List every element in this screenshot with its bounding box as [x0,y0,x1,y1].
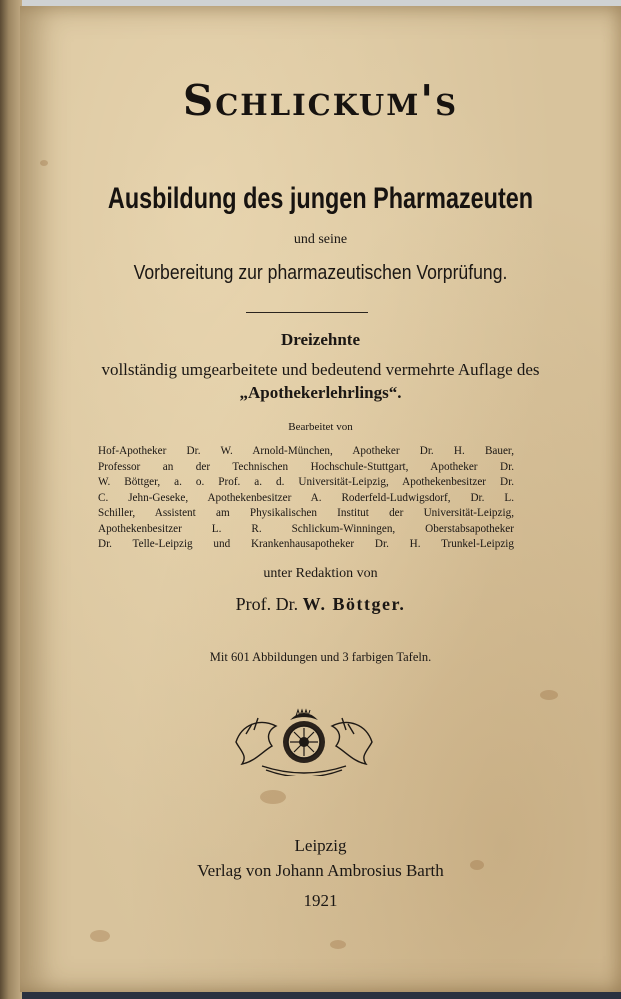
book-subtitle: Vorbereitung zur pharmazeutischen Vorprüfung. [133,262,508,284]
editor-name: W. Böttger. [302,594,406,614]
foxing-spot [540,690,558,700]
publisher-name: Verlag von Johann Ambrosius Barth [197,861,444,880]
redaktion-label: unter Redaktion von [263,566,378,581]
contributor-line: C. Jehn-Geseke, Apothekenbesitzer A. Roderfeld-Ludwigsdorf, Dr. L. [98,491,514,504]
publication-year: 1921 [303,891,338,910]
edition-ordinal: Dreizehnte [281,330,360,349]
publication-place: Leipzig [294,836,347,855]
prior-title: „Apothekerlehrlings“. [239,383,402,402]
publisher-emblem-icon [232,704,376,776]
contributor-line: Apothekenbesitzer L. R. Schlickum-Winningen, Oberstabsapotheker [98,522,514,535]
divider-rule [246,312,368,313]
foxing-spot [90,930,110,942]
edition-description: vollständig umgearbeitete und bedeutend vermehrte Auflage des [101,360,540,379]
illustrations-note: Mit 601 Abbildungen und 3 farbigen Tafeln. [209,650,432,664]
bearbeitet-label: Bearbeitet von [288,421,353,433]
editor-credit [20,594,621,615]
book-main-title: Ausbildung des jungen Pharmazeuten [107,182,534,215]
foxing-spot [260,790,286,804]
contributor-line: W. Böttger, a. o. Prof. a. d. Universität-Leipzig, Apothekenbesitzer Dr. [98,476,514,488]
contributor-line: Schiller, Assistent am Physikalischen Institut der Universität-Leipzig, [98,507,514,519]
foxing-spot [40,160,48,166]
book-binding-edge [0,0,22,999]
editor-title: Prof. Dr. [235,594,299,614]
contributor-line: Professor an der Technischen Hochschule-Stuttgart, Apotheker Dr. [98,460,514,473]
book-author-title: Schlickum's [182,76,459,125]
contributors-block [98,444,514,553]
connector-text: und seine [293,232,348,247]
contributor-line: Hof-Apotheker Dr. W. Arnold-München, Apotheker Dr. H. Bauer, [98,445,514,457]
foxing-spot [330,940,346,949]
contributor-line: Dr. Telle-Leipzig und Krankenhausapotheker Dr. H. Trunkel-Leipzig [98,538,514,550]
